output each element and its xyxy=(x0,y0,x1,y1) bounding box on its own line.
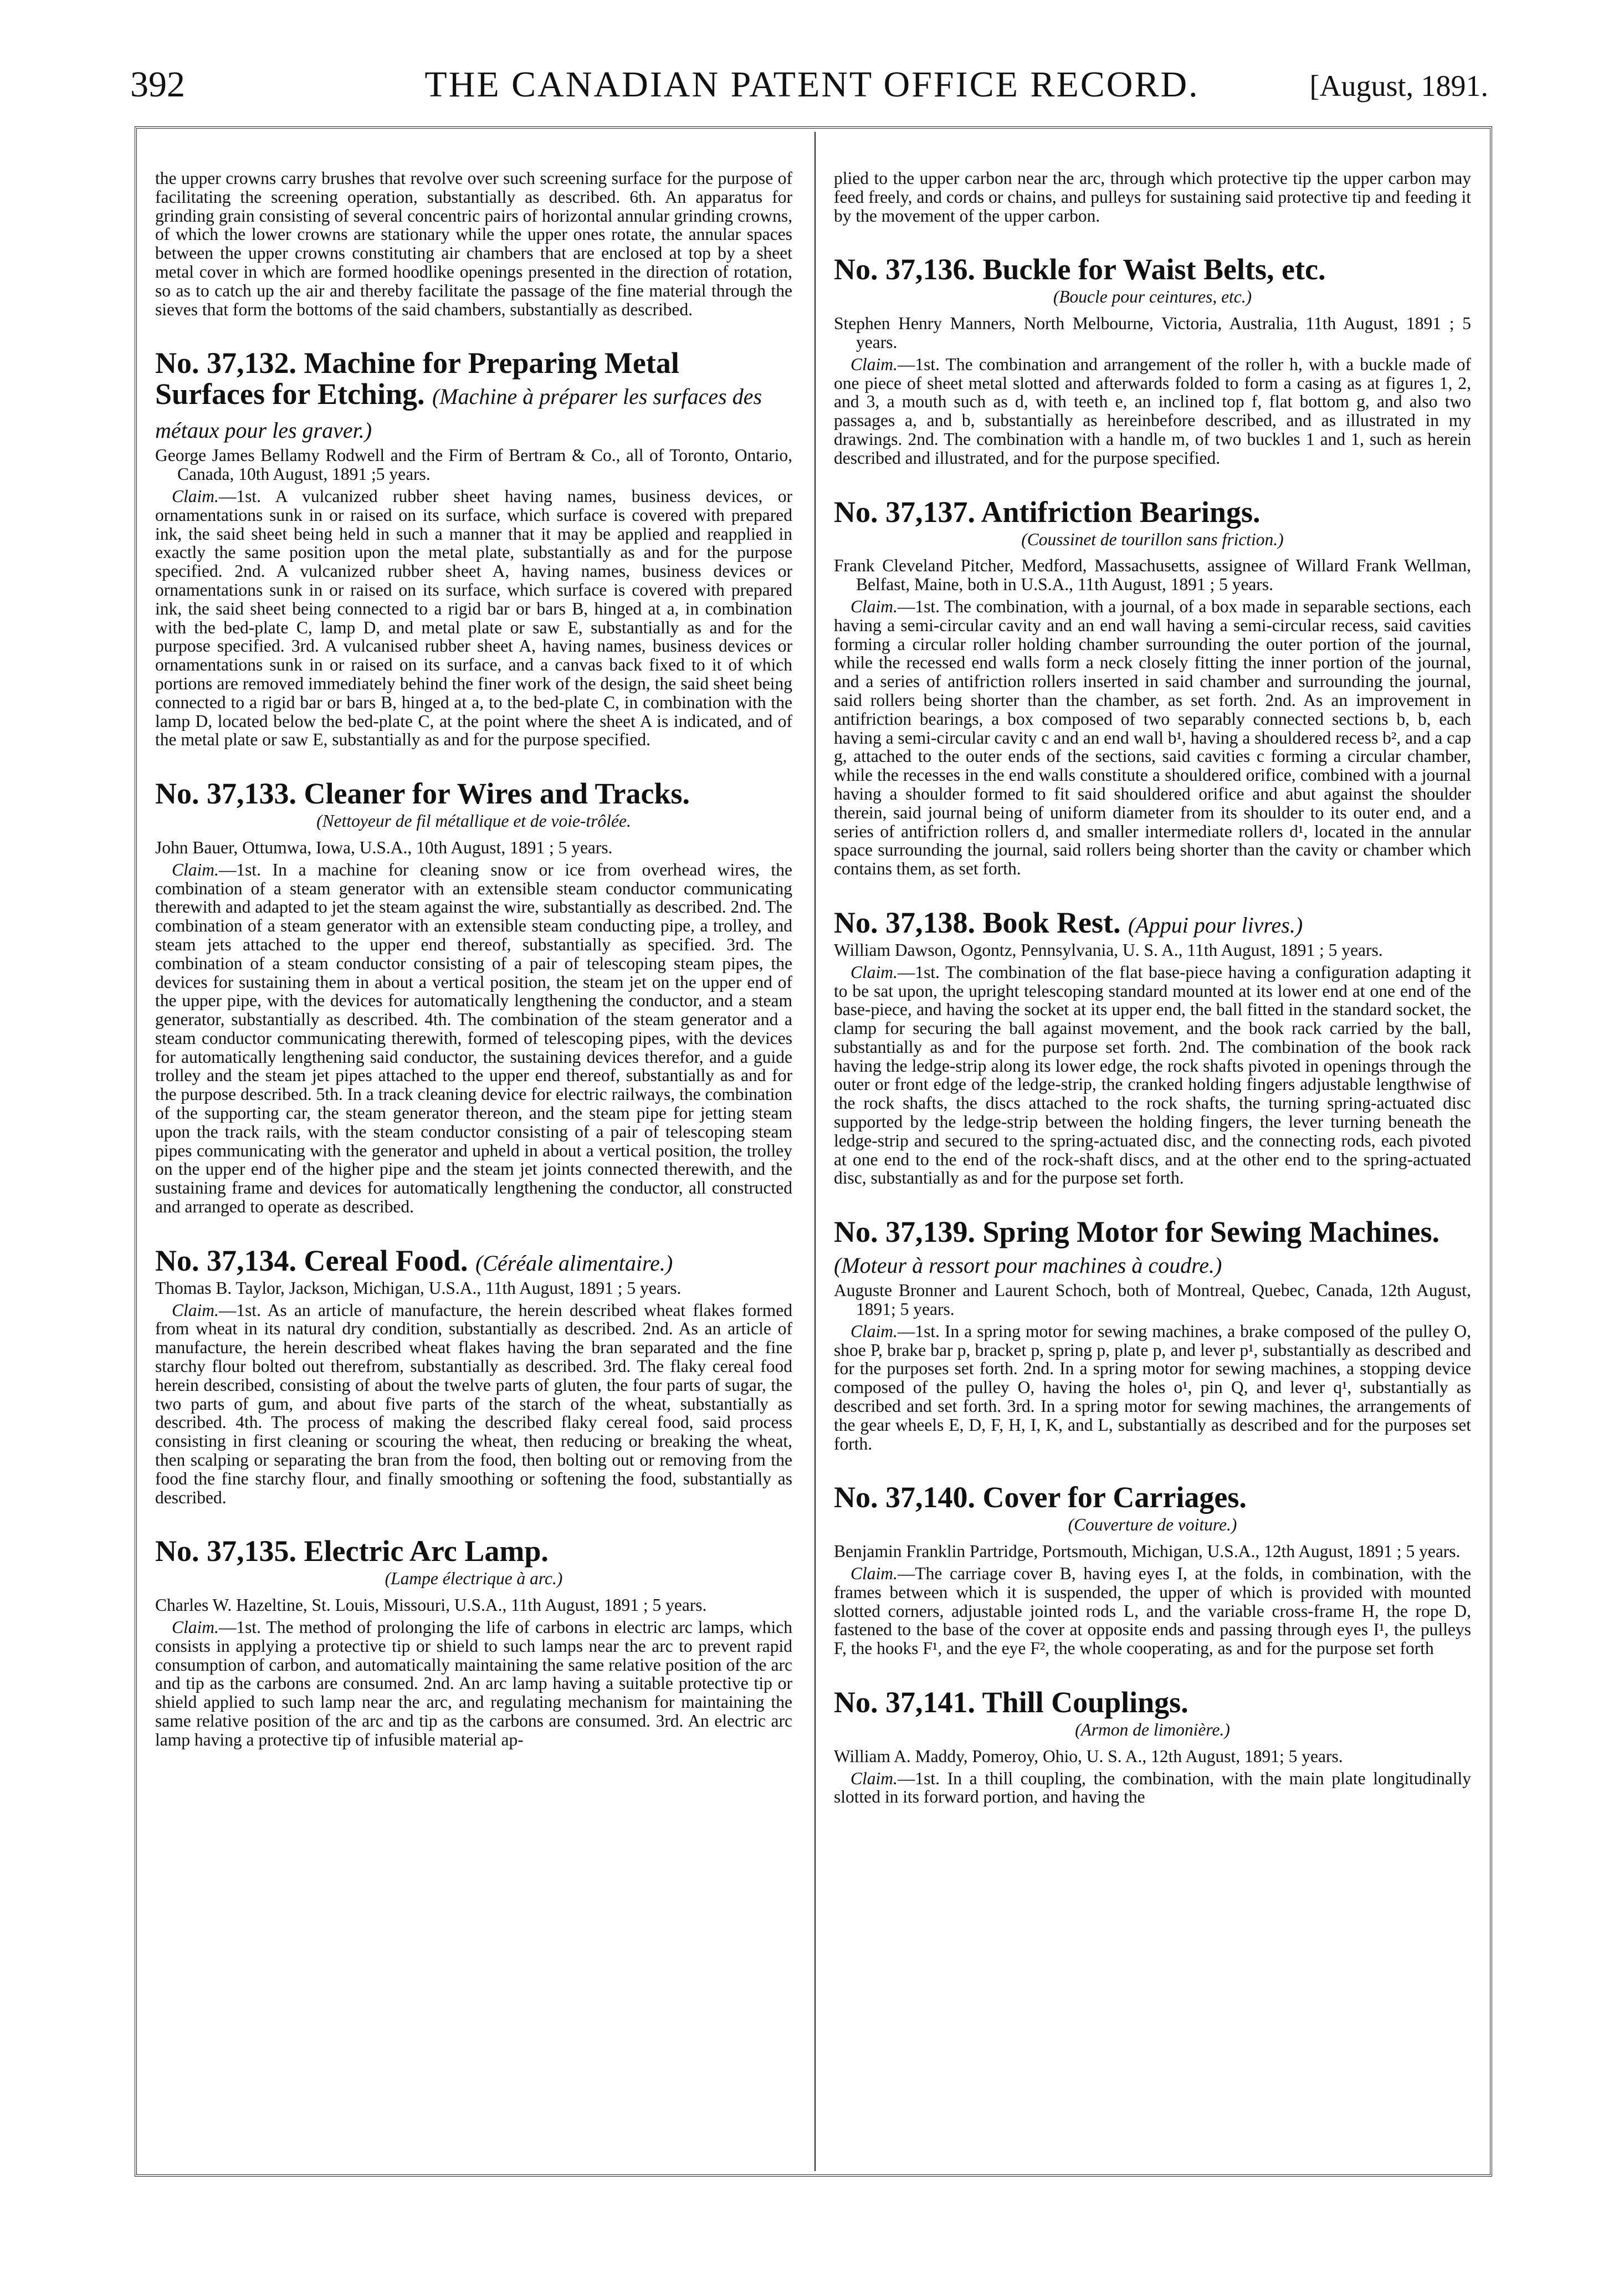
entry-claim: Claim.—1st. The combination and arrangement of the roller h, with a buckle made of one piece of sheet metal slotted and afterwards folded to form a casing as at figures 1, 2, and 3, a mouth such as d, with teeth e, an inclined top f, flat bottom g, and also two passages a, and b, substantially as hereinbefore described, and as illustrated in my drawings. 2nd. The combination with a handle m, of two buckles 1 and 1, such as herein described and illustrated, and for the purpose specified. xyxy=(834,354,1471,468)
continued-text: plied to the upper carbon near the arc, through which protective tip the upper carbon may feed freely, and cords or chains, and pulleys for sustaining said protective tip and feeding it by the movement of the upper carbon. xyxy=(834,168,1471,226)
entry-inventor: Auguste Bronner and Laurent Schoch, both of Montreal, Quebec, Canada, 12th August, 1891; 5 years. xyxy=(834,1281,1471,1319)
entry-inventor: Thomas B. Taylor, Jackson, Michigan, U.S.A., 11th August, 1891 ; 5 years. xyxy=(155,1278,682,1298)
entry-claim: Claim.—1st. In a thill coupling, the combination, with the main plate longitudinally slotted in its forward portion, and having the xyxy=(834,1768,1471,1807)
entry-claim: Claim.—1st. The combination, with a journal, of a box made in separable sections, each having a semi-circular cavity and an end wall having a semi-circular recess, said cavities forming a circular roller holding chamber surrounding the outer portion of the journal, while the recessed end walls form a neck closely fitting the inner portion of the journal, and a series of antifriction rollers inserted in said chamber and surrounding the journal, said rollers being shorter than the chamber, as set forth. 2nd. As an improvement in antifriction bearings, a box composed of two separably connected sections b, b, each having a semi-circular cavity c and an end wall b¹, having a shouldered recess b², and a cap g, attached to the outer ends of the sections, said cavities c forming a circular chamber, while the recesses in the end walls constitute a shouldered orifice, combined with a journal having a shoulder formed to fit said shouldered orifice and abut against the shoulder therein, said journal being of uniform diameter from its shoulder to its outer end, and a series of antifriction rollers d, and smaller intermediate rollers d¹, located in the annular space surrounding the journal, said rollers being shorter than the cavity or chamber which contains them, as set forth. xyxy=(834,596,1471,879)
entry-inventor: George James Bellamy Rodwell and the Firm of Bertram & Co., all of Toronto, Ontario, Canada, 10th August, 1891 ;5 years. xyxy=(155,446,792,484)
continued-text: the upper crowns carry brushes that revolve over such screening surface for the purpose of facilitating the screening operation, substantially as described. 6th. An apparatus for grinding grain consisting of several concentric pairs of horizontal annular grinding crowns, of which the lower crowns are stationary while the upper ones rotate, the annular spaces between the upper crowns constituting air chambers that are enclosed at top by a sheet metal cover in which are formed hoodlike openings presented in the direction of rotation, so as to catch up the air and thereby facilitate the passage of the fine material through the sieves that form the bottoms of the said chambers, substantially as described. xyxy=(155,168,792,319)
patent-entry-37133 xyxy=(155,778,792,1216)
entry-claim: Claim.—The carriage cover B, having eyes I, at the folds, in combination, with the frames between which it is suspended, the upper of which is provided with mounted slotted corners, adjustable jointed rods L, and the variable cross-frame H, the rope D, fastened to the base of the cover at opposite ends and passing through eyes I¹, the pulleys F, the hooks F¹, and the eye F², the whole cooperating, as and for the purpose set forth xyxy=(834,1564,1471,1658)
entry-french-title: (Machine à préparer les surfaces des métaux pour les graver.) xyxy=(155,384,762,443)
left-column xyxy=(155,169,792,1749)
patent-entry-37132 xyxy=(155,347,792,749)
entry-french-title: (Boucle pour ceintures, etc.) xyxy=(1053,287,1252,307)
entry-heading: No. 37,132. Machine for Preparing Metal Surfaces for Etching. (Machine à préparer les surfaces des métaux pour les graver.) xyxy=(155,346,762,443)
entry-inventor: Charles W. Hazeltine, St. Louis, Missouri, U.S.A., 11th August, 1891 ; 5 years. xyxy=(155,1595,707,1615)
patent-entry-37138 xyxy=(834,907,1471,1187)
entry-french-title: (Céréale alimentaire.) xyxy=(475,1250,673,1276)
entry-claim: Claim.—1st. As an article of manufacture, the herein described wheat flakes formed from wheat in its natural dry condition, substantially as described. 2nd. As an article of manufacture, the herein described wheat flakes having the bran separated and the fine starchy flour bolted out therefrom, substantially as described. 3rd. The flaky cereal food herein described, consisting of about the twelve parts of gluten, the four parts of sugar, the two parts of gum, and about five parts of the starch of the wheat, substantially as described. 4th. The process of making the described flaky cereal food, said process consisting in first cleaning or scouring the wheat, then reducing or breaking the wheat, then scalping or separating the bran from the food, then bolting out or removing from the food the fine starchy flour, and finally smoothing or softening the food, substantially as described. xyxy=(155,1300,792,1507)
entry-heading: No. 37,136. Buckle for Waist Belts, etc. xyxy=(834,253,1326,286)
entry-french-title: (Appui pour livres.) xyxy=(1128,912,1303,938)
issue-date: [August, 1891. xyxy=(1309,69,1488,103)
entry-claim: Claim.—1st. In a spring motor for sewing machines, a brake composed of the pulley O, shoe P, brake bar p, bracket p, spring p, plate p, and lever p¹, substantially as described and for the purposes set forth. 2nd. In a spring motor for sewing machines, a stopping device composed of the pulley O, having the holes o¹, pin Q, and lever q¹, substantially as described and set forth. 3rd. In a spring motor for sewing machines, the arrangements of the gear wheels E, D, F, H, I, K, and L, substantially as described and for the purposes set forth. xyxy=(834,1321,1471,1453)
entry-inventor: Benjamin Franklin Partridge, Portsmouth, Michigan, U.S.A., 12th August, 1891 ; 5 years. xyxy=(834,1542,1461,1562)
entry-inventor: William Dawson, Ogontz, Pennsylvania, U. S. A., 11th August, 1891 ; 5 years. xyxy=(834,940,1383,960)
entry-claim: Claim.—1st. The combination of the flat base-piece having a configuration adapting it to be sat upon, the upright telescoping standard mounted at its lower end at one end of the base-piece, and having the socket at its upper end, the ball fitted in the standard socket, the clamp for securing the ball against movement, and the book rack carried by the ball, substantially as and for the purpose set forth. 2nd. The combination of the book rack having the ledge-strip along its lower edge, the rock shafts pivoted in openings through the outer or front edge of the ledge-strip, the cranked holding fingers adjustable lengthwise of the rock shafts, the discs attached to the rock shafts, the turning spring-actuated disc supported by the ledge-strip between the holding fingers, the lever turning beneath the ledge-strip and secured to the spring-actuated disc, and the connecting rods, each pivoted at one end to the end of the rock-shaft discs, and at the other end to the spring-actuated disc, substantially as and for the purpose set forth. xyxy=(834,962,1471,1188)
patent-entry-37139 xyxy=(834,1216,1471,1453)
patent-entry-37135 xyxy=(155,1535,792,1749)
entry-heading: No. 37,138. Book Rest. (Appui pour livres.) xyxy=(834,905,1303,939)
patent-entry-37136 xyxy=(834,254,1471,467)
entry-heading: No. 37,133. Cleaner for Wires and Tracks. xyxy=(155,777,690,811)
patent-entry-37141 xyxy=(834,1687,1471,1806)
entry-french-title: (Moteur à ressort pour machines à coudre.) xyxy=(834,1253,1222,1278)
entry-french-title: (Couverture de voiture.) xyxy=(1068,1515,1237,1535)
entry-inventor: Frank Cleveland Pitcher, Medford, Massachusetts, assignee of Willard Frank Wellman, Belfast, Maine, both in U.S.A., 11th August, 1891 ; 5 years. xyxy=(834,556,1471,595)
entry-french-title: (Armon de limonière.) xyxy=(1075,1720,1230,1740)
entry-french-title: (Nettoyeur de fil métallique et de voie-trôlée. xyxy=(316,811,631,831)
entry-inventor: William A. Maddy, Pomeroy, Ohio, U. S. A., 12th August, 1891; 5 years. xyxy=(834,1746,1343,1766)
patent-entry-37137 xyxy=(834,496,1471,878)
patent-entry-37134 xyxy=(155,1245,792,1507)
entry-french-title: (Lampe électrique à arc.) xyxy=(385,1569,563,1589)
entry-inventor: John Bauer, Ottumwa, Iowa, U.S.A., 10th August, 1891 ; 5 years. xyxy=(155,837,613,857)
entry-french-title: (Coussinet de tourillon sans friction.) xyxy=(1021,529,1284,549)
entry-heading: No. 37,140. Cover for Carriages. xyxy=(834,1481,1247,1514)
entry-inventor: Stephen Henry Manners, North Melbourne, Victoria, Australia, 11th August, 1891 ; 5 years. xyxy=(834,314,1471,352)
publication-title: THE CANADIAN PATENT OFFICE RECORD. xyxy=(424,64,1200,105)
entry-claim: Claim.—1st. The method of prolonging the life of carbons in electric arc lamps, which consists in applying a protective tip or shield to such lamps near the arc to prevent rapid consumption of carbon, and automatically maintaining the same relative position of the arc and tip as the carbons are consumed. 2nd. An arc lamp having a suitable protective tip or shield applied to such lamp near the arc, and regulating mechanism for maintaining the same relative position of the arc and tip as the carbons are consumed. 3rd. An electric arc lamp having a protective tip of infusible material ap- xyxy=(155,1617,792,1749)
entry-heading: No. 37,134. Cereal Food. (Céréale alimentaire.) xyxy=(155,1243,673,1277)
entry-heading: No. 37,135. Electric Arc Lamp. xyxy=(155,1534,549,1568)
right-column xyxy=(834,169,1471,1806)
entry-heading: No. 37,137. Antifriction Bearings. xyxy=(834,495,1261,529)
page-number: 392 xyxy=(130,64,185,105)
column-divider xyxy=(814,132,816,2171)
entry-heading: No. 37,141. Thill Couplings. xyxy=(834,1686,1188,1719)
page-header xyxy=(0,0,1624,133)
patent-entry-37140 xyxy=(834,1482,1471,1658)
entry-claim: Claim.—1st. A vulcanized rubber sheet having names, business devices, or ornamentations sunk in or raised on its surface, which surface is covered with prepared ink, the said sheet being held in such a manner that it may be applied and reapplied in exactly the same position upon the metal plate, substantially as and for the purpose specified. 2nd. A vulcanized rubber sheet A, having names, business devices or ornamentations sunk in or raised on its surface, which surface is covered with prepared ink, the said sheet being connected to a rigid bar or bars B, hinged at a, in combination with the bed-plate C, lamp D, and metal plate or saw E, substantially as and for the purpose specified. 3rd. A vulcanised rubber sheet A, having names, business devices or ornamentations sunk in or raised on its surface, and a canvas back fixed to it of which portions are removed immediately behind the finer work of the design, the said sheet being connected to a rigid bar or bars B, hinged at a, to the bed-plate C, in combination with the lamp D, located below the bed-plate C, at the point where the sheet A is indicated, and of the metal plate or saw E, substantially as and for the purpose specified. xyxy=(155,486,792,750)
entry-heading: No. 37,139. Spring Motor for Sewing Machines. (Moteur à ressort pour machines à coudre.) xyxy=(834,1215,1439,1278)
entry-claim: Claim.—1st. In a machine for cleaning snow or ice from overhead wires, the combination of a steam generator with an extensible steam conductor communicating therewith and adapted to jet the steam against the wire, substantially as described. 2nd. The combination of a steam generator with an extensible steam conducting pipe, a trolley, and steam jets attached to the upper end thereof, substantially as specified. 3rd. The combination of a steam conductor consisting of a pair of telescoping steam pipes, the devices for sustaining them in about a vertical position, the steam jet on the upper end of the upper pipe, with the devices for automatically lengthening the conductor, and a steam generator, substantially as described. 4th. The combination of the steam generator and a steam conductor communicating therewith, formed of telescoping pipes, with the devices for automatically lengthening said conductor, the sustaining devices therefor, and a guide trolley and the steam jet pipes attached to the upper end thereof, substantially as and for the purpose described. 5th. In a track cleaning device for electric railways, the combination of the supporting car, the steam generator thereon, and the steam pipe for jetting steam upon the track rails, with the steam conductor consisting of a pair of telescoping steam pipes communicating with the generator and upheld in about a vertical position, the trolley on the upper end of the higher pipe and the steam jet joints connected therewith, and the sustaining frame and devices for automatically lengthening the conductor, all constructed and arranged to operate as described. xyxy=(155,859,792,1217)
